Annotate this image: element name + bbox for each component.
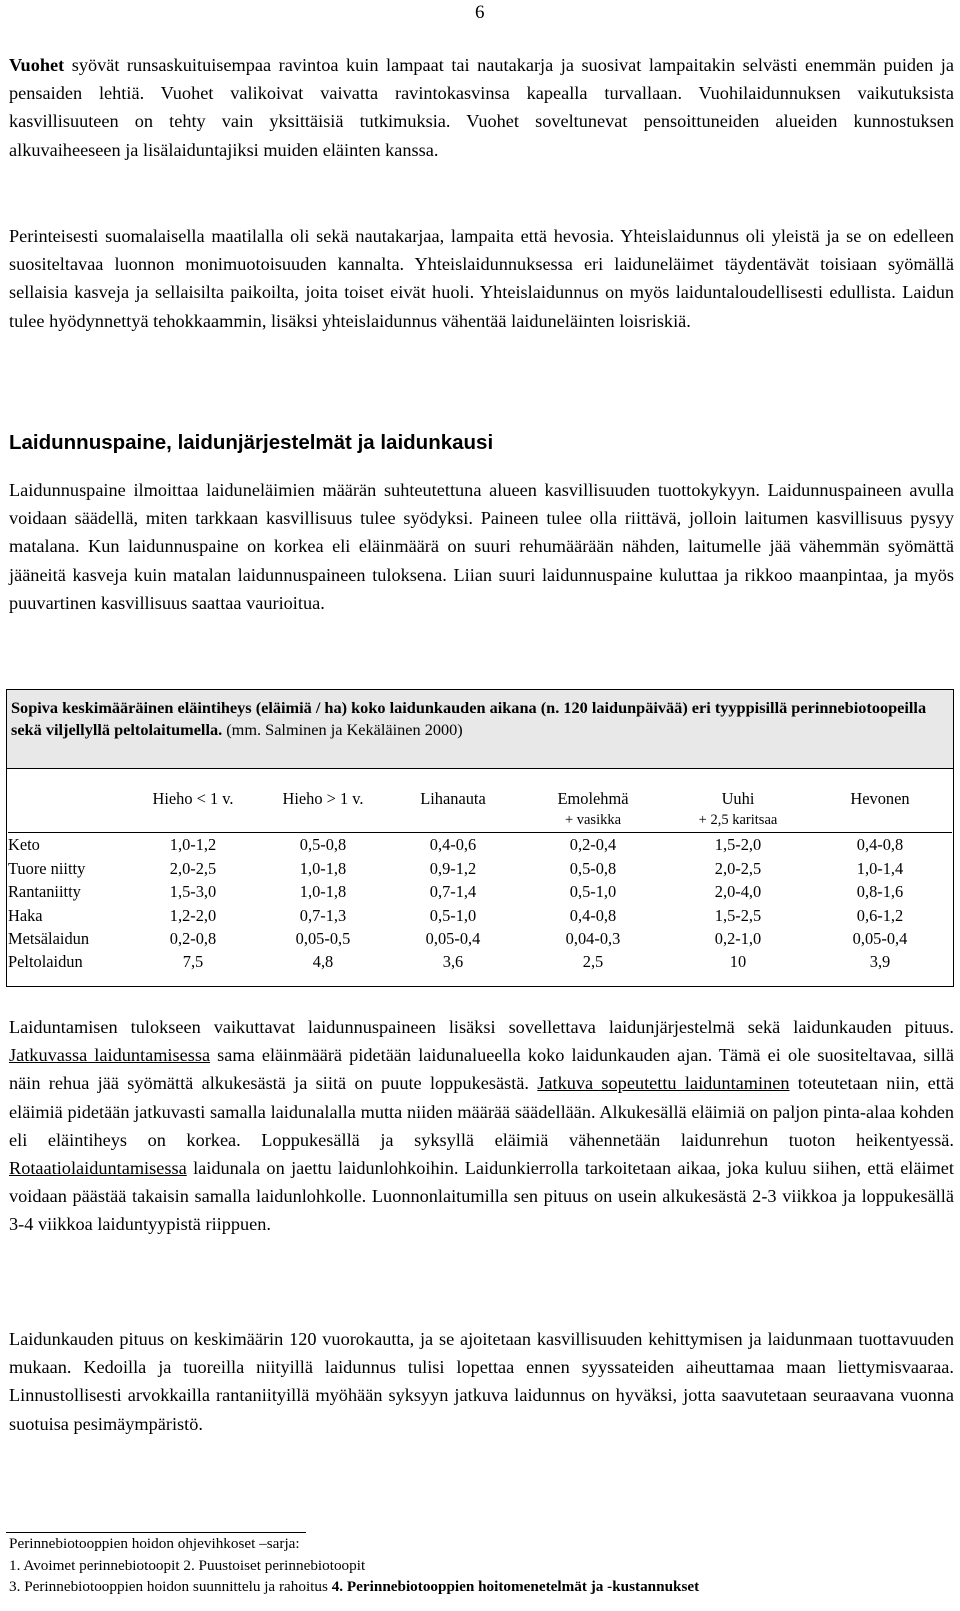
subheader-cell — [808, 810, 952, 833]
subheader-cell — [128, 810, 258, 833]
stocking-density-table — [6, 769, 954, 987]
table-cell: 1,5-3,0 — [169, 882, 217, 902]
table-cell: 10 — [729, 952, 747, 972]
footer-line-1: 1. Avoimet perinnebiotoopit 2. Puustoiset perinnebiotoopit — [9, 1557, 366, 1574]
footer-item-3: 3. Perinnebiotooppien hoidon suunnittelu ja rahoitus — [9, 1578, 332, 1595]
table-header-row — [8, 769, 952, 810]
table-cell: 7,5 — [182, 952, 204, 972]
header-cell: Lihanauta — [420, 789, 486, 808]
header-cell: Uuhi — [721, 789, 755, 808]
row-label: Keto — [8, 835, 40, 855]
table-caption-bold: Sopiva keskimääräinen eläintiheys (eläimiä / ha) koko laidunkauden aikana (n. 120 laidunpäivää) eri tyyppisillä perinnebiotoopeilla sekä viljellyllä peltolaitumella. — [11, 698, 927, 739]
table-cell: 0,05-0,4 — [425, 929, 481, 949]
row-label: Tuore niitty — [8, 858, 86, 878]
subheader-cell — [258, 810, 388, 833]
table-cell: 1,5-2,5 — [714, 905, 762, 925]
table-cell: 0,4-0,8 — [856, 835, 904, 855]
table-cell: 0,05-0,4 — [852, 929, 908, 949]
table-row — [8, 833, 952, 856]
term-continuous-grazing: Jatkuvassa laiduntamisessa — [9, 1045, 211, 1066]
table-cell: 0,4-0,8 — [569, 905, 617, 925]
footer-item-4-current: 4. Perinnebiotooppien hoitomenetelmät ja -kustannukset — [331, 1578, 700, 1595]
table-cell: 0,5-0,8 — [569, 858, 617, 878]
table-row — [8, 880, 952, 903]
goats-term: Vuohet — [9, 55, 65, 75]
table-row — [8, 950, 952, 973]
footer-divider — [6, 1532, 306, 1533]
page-number: 6 — [475, 2, 485, 23]
header-cell: Hieho < 1 v. — [152, 789, 234, 808]
table-cell: 0,5-1,0 — [429, 905, 477, 925]
header-cell: Hevonen — [850, 789, 910, 808]
paragraph-mixed-grazing: Perinteisesti suomalaisella maatilalla oli sekä nautakarjaa, lampaita että hevosia. Yhteislaidunnus oli yleistä ja se on edelleen suositeltavaa luonnon monimuotoisuuden kannalta. Yhteislaidunnuksessa eri laiduneläimet täydentävät toisiaan syömällä sellaisia kasveja ja sellaisilta paikoilta, joita toiset eivät huoli. Yhteislaidunnus on myös laiduntaloudellisesti edullista. Laidun tulee hyödynnettyä tehokkaammin, lisäksi yhteislaidunnus vähentää laiduneläinten loisriskiä. — [9, 226, 954, 331]
table-caption — [6, 689, 954, 769]
table-row — [8, 927, 952, 950]
table-cell: 0,2-1,0 — [714, 929, 762, 949]
table-cell: 0,5-1,0 — [569, 882, 617, 902]
subheader-cell: + vasikka — [564, 812, 622, 829]
header-cell: Emolehmä — [557, 789, 629, 808]
table-cell: 0,9-1,2 — [429, 858, 477, 878]
section-heading: Laidunnuspaine, laidunjärjestelmät ja laidunkausi — [9, 431, 494, 454]
subheader-cell — [8, 810, 128, 833]
table-cell: 3,6 — [442, 952, 464, 972]
header-cell: Hieho > 1 v. — [282, 789, 364, 808]
table-cell: 4,8 — [312, 952, 334, 972]
text-segment: toteutetaan niin, että eläimiä pidetään jatkuvasti samalla laidunalalla mutta niiden määrää säädellään. Alkukesällä eläimiä on paljon pinta-alaa kohden eli eläintiheys on korkea. Loppukesällä ja syksyllä eläimiä vähennetään laidunrehun tuoton heikentyessä. — [9, 1073, 954, 1150]
table-cell: 1,0-1,8 — [299, 858, 347, 878]
subheader-cell: + 2,5 karitsaa — [698, 812, 778, 829]
row-label: Metsälaidun — [8, 929, 90, 949]
table-cell: 0,2-0,8 — [169, 929, 217, 949]
table-cell: 2,0-2,5 — [714, 858, 762, 878]
table-cell: 0,7-1,4 — [429, 882, 477, 902]
table-cell: 0,2-0,4 — [569, 835, 617, 855]
table-cell: 1,5-2,0 — [714, 835, 762, 855]
footer-line-2 — [9, 1577, 699, 1596]
table-cell: 0,4-0,6 — [429, 835, 477, 855]
text-segment: laidunala on jaettu laidunlohkoihin. Laidunkierrolla tarkoitetaan aikaa, joka kuluu siihen, että eläimet voidaan päästää takaisin samalla laidunlohkolle. Luonnonlaitumilla sen pituus on usein alkukesästä 2-3 viikkoa ja loppukesällä 3-4 viikkoa laiduntyypistä riippuen. — [9, 1158, 954, 1235]
paragraph-grazing-season: Laidunkauden pituus on keskimäärin 120 vuorokautta, ja se ajoitetaan kasvillisuuden kehittymisen ja laidunmaan tuottavuuden mukaan. Kedoilla ja tuoreilla niityillä laidunnus tulisi lopettaa ennen syyssateiden aiheuttamaa maan liettymisvaaraa. Linnustollisesti arvokkailla rantaniityillä myöhään syksyyn jatkuva laidunnus on hyväksi, jotta saavutetaan seuraavana vuonna suotuisa pesimäympäristö. — [9, 1329, 954, 1434]
table-row — [8, 904, 952, 927]
table-subheader-row — [8, 810, 952, 833]
table-row — [8, 857, 952, 880]
row-label: Haka — [8, 905, 43, 925]
paragraph-grazing-pressure: Laidunnuspaine ilmoittaa laiduneläimien määrän suhteutettuna alueen kasvillisuuden tuottokykyyn. Laidunnuspaineen avulla voidaan säädellä, miten tarkkaan kasvillisuus tulee syödyksi. Paineen tulee olla riittävä, jolloin laitumen kasvillisuus pysyy matalana. Kun laidunnuspaine on korkea eli eläinmäärä on suuri rehumäärään nähden, laitumelle jää vähemmän syömättä jääneitä kasveja kuin matalan laidunnuspaineen tuloksena. Liian suuri laidunnuspaine kuluttaa ja rikkoo maanpintaa, ja myös puuvartinen kasvillisuus saattaa vaurioitua. — [9, 480, 954, 613]
text-segment: Laiduntamisen tulokseen vaikuttavat laidunnuspaineen lisäksi sovellettava laidunjärjestelmä sekä laidunkauden pituus. — [9, 1017, 954, 1037]
table-cell: 0,8-1,6 — [856, 882, 904, 902]
table-cell: 0,6-1,2 — [856, 905, 904, 925]
text-segment: sama eläinmäärä pidetään laidunalueella koko laidunkauden ajan. Tämä ei ole suositeltavaa, sillä näin rehua jää syömättä alkukesästä ja siitä on puute loppukesästä. — [9, 1045, 954, 1094]
table-cell: 3,9 — [869, 952, 891, 972]
table-cell: 0,04-0,3 — [565, 929, 621, 949]
table-cell: 1,0-1,8 — [299, 882, 347, 902]
table-cell: 0,05-0,5 — [295, 929, 351, 949]
row-label: Peltolaidun — [8, 952, 83, 972]
table-cell: 2,5 — [582, 952, 604, 972]
goats-text: syövät runsaskuituisempaa ravintoa kuin lampaat tai nautakarja ja suosivat lampaitakin selvästi enemmän puiden ja pensaiden lehtiä. Vuohet valikoivat vaivatta ravintokasvinsa kapealla turvallaan. Vuohilaidunnuksen vaikutuksista kasvillisuuteen on tehty vain yksittäisiä tutkimuksia. Vuohet soveltunevat pensoittuneiden alueiden kunnostuksen alkuvaiheeseen ja lisälaiduntajiksi muiden eläinten kanssa. — [9, 55, 954, 160]
footer-series-title: Perinnebiotooppien hoidon ohjevihkoset –sarja: — [9, 1535, 300, 1552]
term-adjusted-continuous-grazing: Jatkuva sopeutettu laiduntaminen — [537, 1073, 790, 1094]
table-cell: 1,0-1,4 — [856, 858, 904, 878]
table-cell: 2,0-4,0 — [714, 882, 762, 902]
row-label: Rantaniitty — [8, 882, 81, 902]
table-cell: 2,0-2,5 — [169, 858, 217, 878]
table-cell: 0,7-1,3 — [299, 905, 347, 925]
header-cell — [8, 769, 128, 810]
table-cell: 0,5-0,8 — [299, 835, 347, 855]
table-cell: 1,0-1,2 — [169, 835, 217, 855]
table-cell: 1,2-2,0 — [169, 905, 217, 925]
paragraph-grazing-systems — [9, 1013, 954, 1239]
table-caption-source: (mm. Salminen ja Kekäläinen 2000) — [222, 720, 463, 739]
paragraph-goats — [9, 51, 954, 164]
subheader-cell — [388, 810, 518, 833]
term-rotational-grazing: Rotaatiolaiduntamisessa — [9, 1158, 187, 1179]
